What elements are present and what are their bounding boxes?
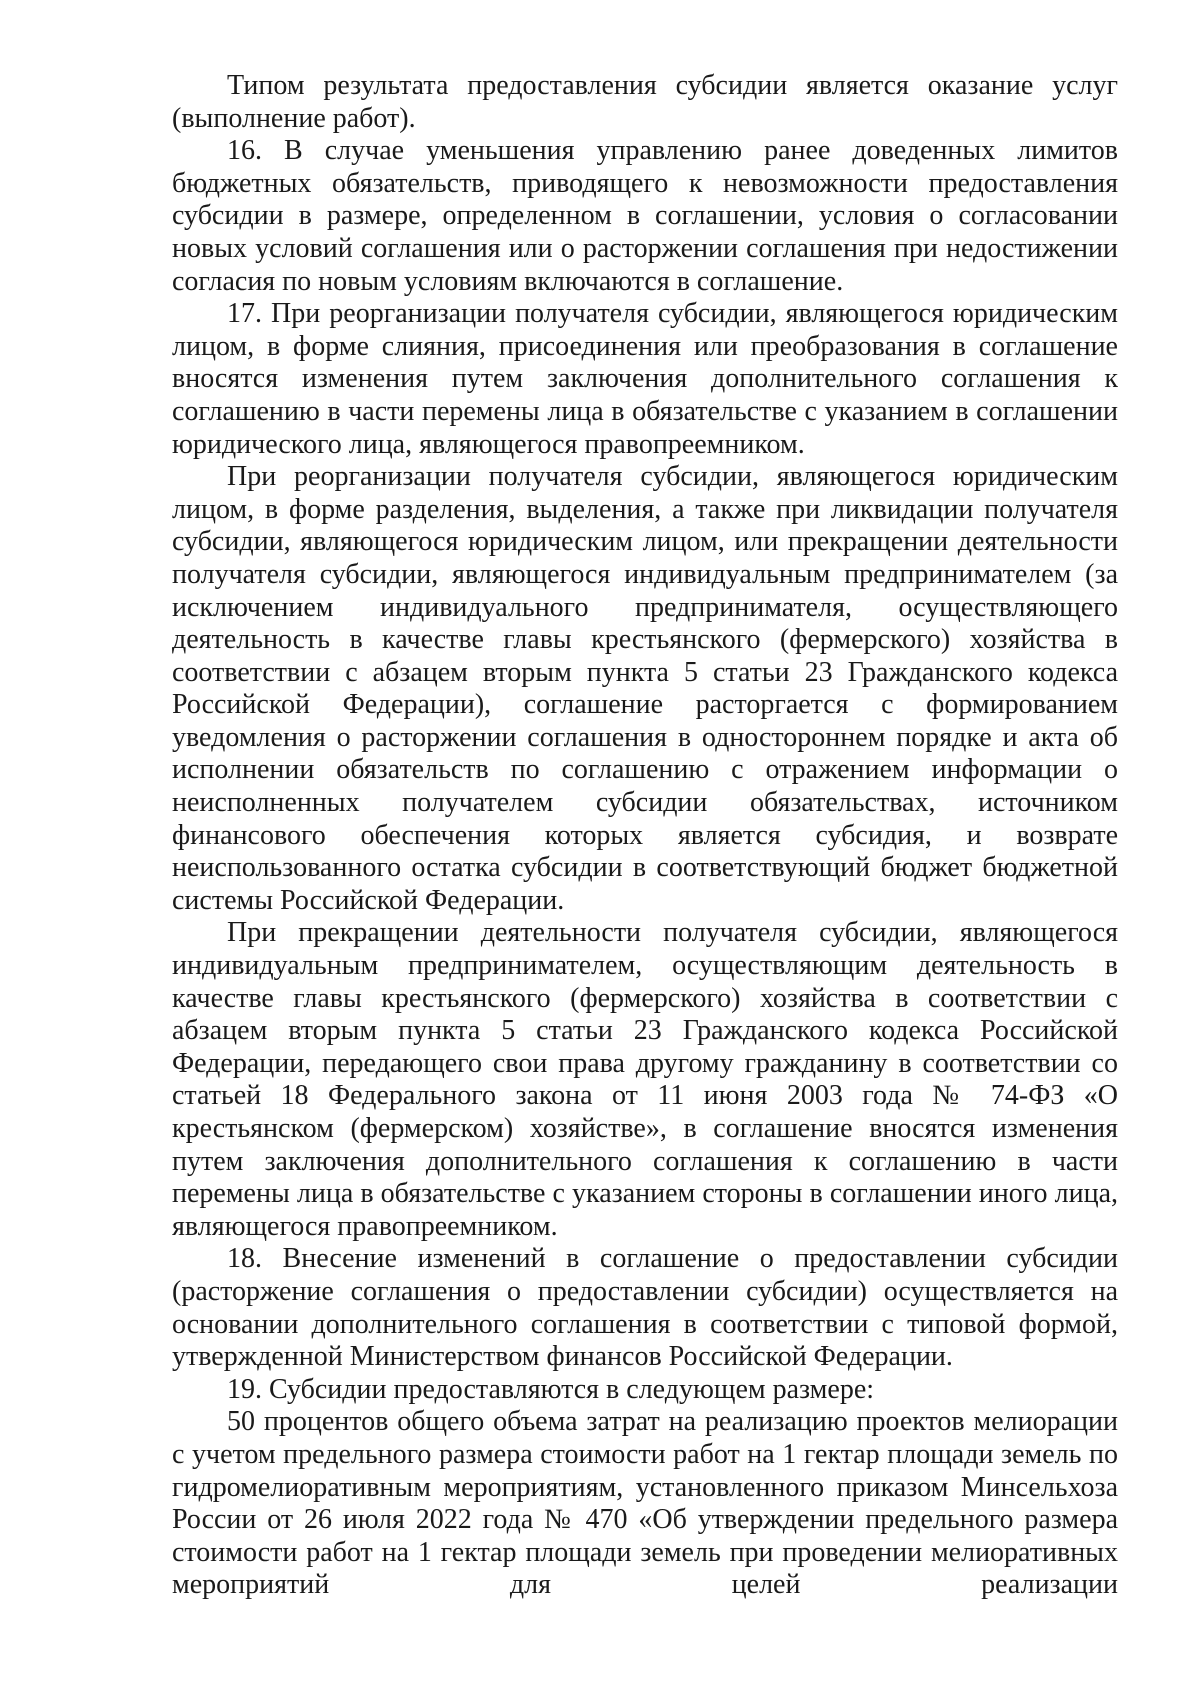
paragraph-16: 16. В случае уменьшения управлению ранее доведенных лимитов бюджетных обязательств, приводящего к невозможности предоставления субсидии в размере, определенном в соглашении, условия о согласовании новых условий соглашения или о расторжении соглашения при недостижении согласия по новым условиям включаются в соглашение. <box>172 135 1118 297</box>
paragraph-19-percent: 50 процентов общего объема затрат на реализацию проектов мелиорации с учетом предельного размера стоимости работ на 1 гектар площади земель по гидромелиоративным мероприятиям, установленного приказом Минсельхоза России от 26 июля 2022 года № 470 «Об утверждении предельного размера стоимости работ на 1 гектар площади земель при проведении мелиоративных мероприятий для целей реализации <box>172 1406 1118 1601</box>
paragraph-17: 17. При реорганизации получателя субсидии, являющегося юридическим лицом, в форме слияния, присоединения или преобразования в соглашение вносятся изменения путем заключения дополнительного соглашения к соглашению в части перемены лица в обязательстве с указанием в соглашении юридического лица, являющегося правопреемником. <box>172 298 1118 460</box>
paragraph-result-type: Типом результата предоставления субсидии является оказание услуг (выполнение работ). <box>172 70 1118 134</box>
paragraph-19: 19. Субсидии предоставляются в следующем размере: <box>227 1373 875 1405</box>
paragraph-17-liquidation: При реорганизации получателя субсидии, являющегося юридическим лицом, в форме разделения, выделения, а также при ликвидации получателя субсидии, являющегося юридическим лицом, или прекращении деятельности получателя субсидии, являющегося индивидуальным предпринимателем (за исключением индивидуального предпринимателя, осуществляющего деятельность в качестве главы крестьянского (фермерского) хозяйства в соответствии с абзацем вторым пункта 5 статьи 23 Гражданского кодекса Российской Федерации), соглашение расторгается с формированием уведомления о расторжении соглашения в одностороннем порядке и акта об исполнении обязательств по соглашению с отражением информации о неисполненных получателем субсидии обязательствах, источником финансового обеспечения которых является субсидия, и возврате неиспользованного остатка субсидии в соответствующий бюджет бюджетной системы Российской Федерации. <box>172 461 1118 916</box>
document-body <box>172 70 1118 1602</box>
paragraph-18: 18. Внесение изменений в соглашение о предоставлении субсидии (расторжение соглашения о предоставлении субсидии) осуществляется на основании дополнительного соглашения в соответствии с типовой формой, утвержденной Министерством финансов Российской Федерации. <box>172 1243 1118 1373</box>
paragraph-17-farm-termination: При прекращении деятельности получателя субсидии, являющегося индивидуальным предпринимателем, осуществляющим деятельность в качестве главы крестьянского (фермерского) хозяйства в соответствии с абзацем вторым пункта 5 статьи 23 Гражданского кодекса Российской Федерации, передающего свои права другому гражданину в соответствии со статьей 18 Федерального закона от 11 июня 2003 года № 74-ФЗ «О крестьянском (фермерском) хозяйстве», в соглашение вносятся изменения путем заключения дополнительного соглашения к соглашению в части перемены лица в обязательстве с указанием стороны в соглашении иного лица, являющегося правопреемником. <box>172 917 1118 1242</box>
